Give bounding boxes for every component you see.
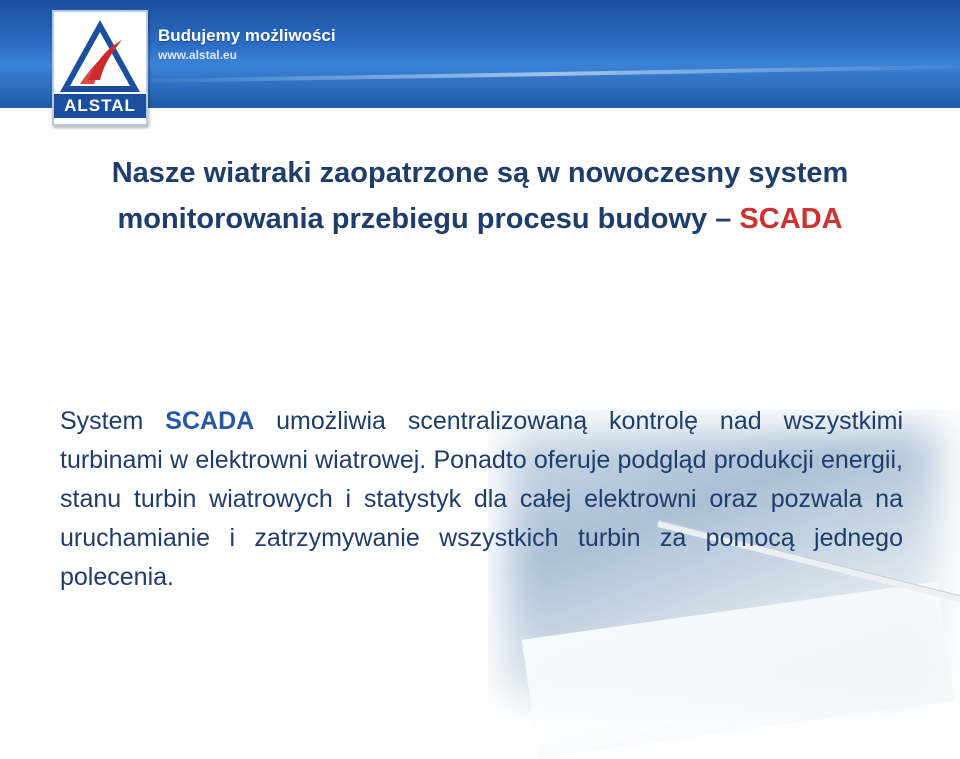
title-dash: – xyxy=(715,203,732,235)
title-accent: SCADA xyxy=(739,203,843,235)
turbine-blade-shape xyxy=(522,581,955,758)
body-rest: umożliwia scentralizowaną kontrolę nad wszystkimi turbinami w elektrowni wiatrowej. Ponadto oferuje podgląd produkcji energii, stanu turbin wiatrowych i statystyk dla całej elektrowni oraz pozwala na uruchamianie i zatrzymywanie wszystkich turbin za pomocą jednego polecenia. xyxy=(60,407,904,591)
body-accent: SCADA xyxy=(165,407,255,435)
brand-slogan: Budujemy możliwości xyxy=(158,26,336,45)
body-paragraph xyxy=(60,402,903,597)
slide-title xyxy=(60,150,900,242)
logo-triangle-icon xyxy=(58,18,142,94)
logo-wordmark: ALSTAL xyxy=(54,94,146,118)
alstal-logo xyxy=(52,10,148,126)
brand-url: www.alstal.eu xyxy=(158,48,237,62)
header-light-streak xyxy=(120,64,960,83)
body-lead: System xyxy=(60,407,166,435)
title-text: Nasze wiatraki zaopatrzone są w nowoczesny system monitorowania przebiegu procesu budowy xyxy=(111,157,849,235)
